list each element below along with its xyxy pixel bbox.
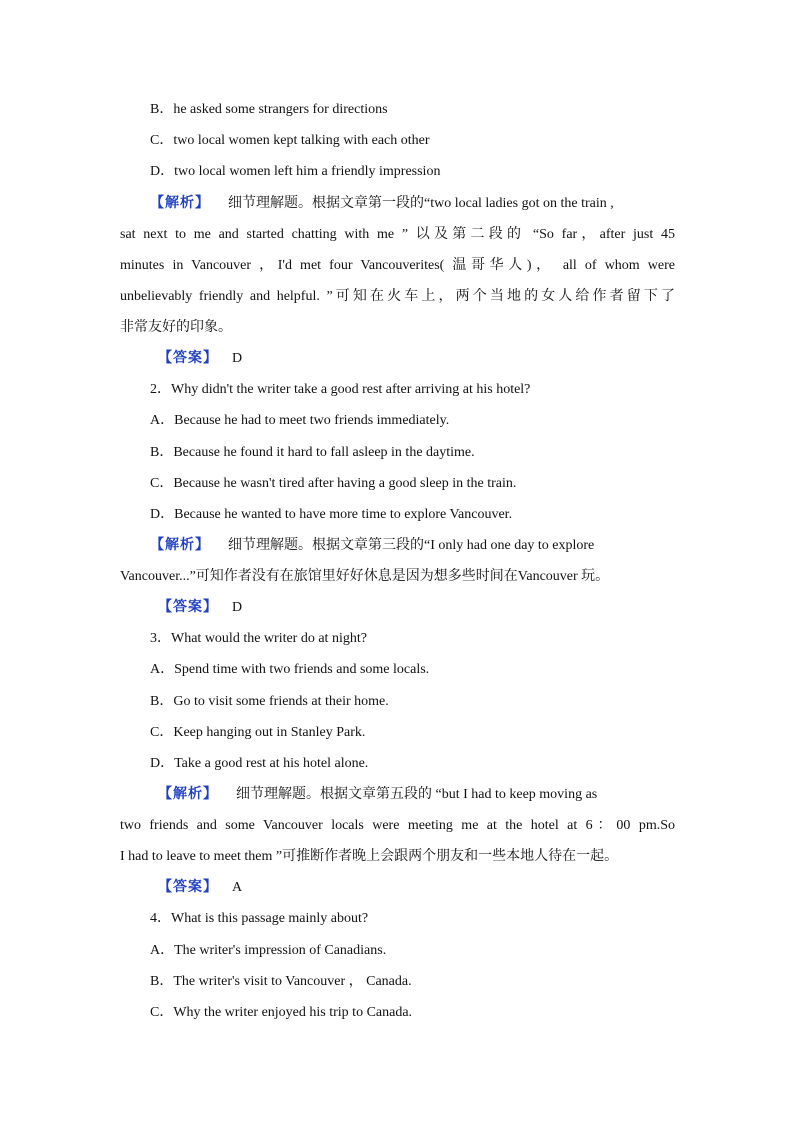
q3-option-a: A．Spend time with two friends and some locals. xyxy=(150,662,430,677)
q1-answer-value: D xyxy=(232,351,243,366)
q3-analysis-line-2: two friends and some Vancouver locals were meeting me at the hotel at 6：00 pm.So xyxy=(120,818,675,833)
q2-answer-tag: 【答案】 xyxy=(158,600,218,615)
q3-answer-tag: 【答案】 xyxy=(158,880,218,895)
q1-option-b: B．he asked some strangers for directions xyxy=(150,102,388,117)
q3-option-b: B．Go to visit some friends at their home. xyxy=(150,694,389,709)
q1-answer-row xyxy=(158,347,242,367)
q2-answer-value: D xyxy=(232,600,243,615)
q4-question: 4．What is this passage mainly about? xyxy=(150,911,369,926)
q1-option-c: C．two local women kept talking with each other xyxy=(150,133,430,148)
q1-analysis-text-1: 细节理解题。根据文章第一段的“two local ladies got on the train , xyxy=(228,196,614,211)
q1-analysis-tag: 【解析】 xyxy=(150,196,210,211)
q2-answer-row xyxy=(158,596,242,616)
q4-option-a: A．The writer's impression of Canadians. xyxy=(150,943,387,958)
q3-answer-row xyxy=(158,876,242,896)
q4-option-b: B．The writer's visit to Vancouver ， Canada. xyxy=(150,974,412,989)
q1-analysis-line-3: minutes in Vancouver ，I'd met four Vancouverites( 温哥华人)， all of whom were xyxy=(120,258,675,273)
q3-option-c: C．Keep hanging out in Stanley Park. xyxy=(150,725,366,740)
q3-analysis-line-3: I had to leave to meet them ”可推断作者晚上会跟两个朋友和一些本地人待在一起。 xyxy=(120,849,619,864)
q1-analysis-line-4: unbelievably friendly and helpful. ”可知在火车上，两个当地的女人给作者留下了 xyxy=(120,289,675,304)
q2-option-a: A．Because he had to meet two friends immediately. xyxy=(150,413,450,428)
q2-analysis-line-2: Vancouver...”可知作者没有在旅馆里好好休息是因为想多些时间在Vancouver 玩。 xyxy=(120,569,610,584)
q1-analysis-line-1 xyxy=(150,192,675,212)
q2-analysis-line-1 xyxy=(150,534,675,554)
q2-option-b: B．Because he found it hard to fall asleep in the daytime. xyxy=(150,445,475,460)
q2-analysis-text-1: 细节理解题。根据文章第三段的“I only had one day to explore xyxy=(228,538,595,553)
q3-question: 3．What would the writer do at night? xyxy=(150,631,367,646)
q3-analysis-tag: 【解析】 xyxy=(158,787,218,802)
q1-analysis-line-2: sat next to me and started chatting with me ” 以及第二段的 “So far，after just 45 xyxy=(120,227,675,242)
q2-option-c: C．Because he wasn't tired after having a good sleep in the train. xyxy=(150,476,517,491)
q3-analysis-line-1 xyxy=(158,783,675,803)
q4-option-c: C．Why the writer enjoyed his trip to Canada. xyxy=(150,1005,413,1020)
q1-answer-tag: 【答案】 xyxy=(158,351,218,366)
q1-option-d: D．two local women left him a friendly impression xyxy=(150,164,441,179)
q2-question: 2．Why didn't the writer take a good rest after arriving at his hotel? xyxy=(150,382,531,397)
q3-option-d: D．Take a good rest at his hotel alone. xyxy=(150,756,369,771)
q1-analysis-line-5: 非常友好的印象。 xyxy=(120,320,232,335)
q2-option-d: D．Because he wanted to have more time to explore Vancouver. xyxy=(150,507,513,522)
q3-analysis-text-1: 细节理解题。根据文章第五段的 “but I had to keep moving as xyxy=(236,787,598,802)
q2-analysis-tag: 【解析】 xyxy=(150,538,210,553)
q3-answer-value: A xyxy=(232,880,243,895)
